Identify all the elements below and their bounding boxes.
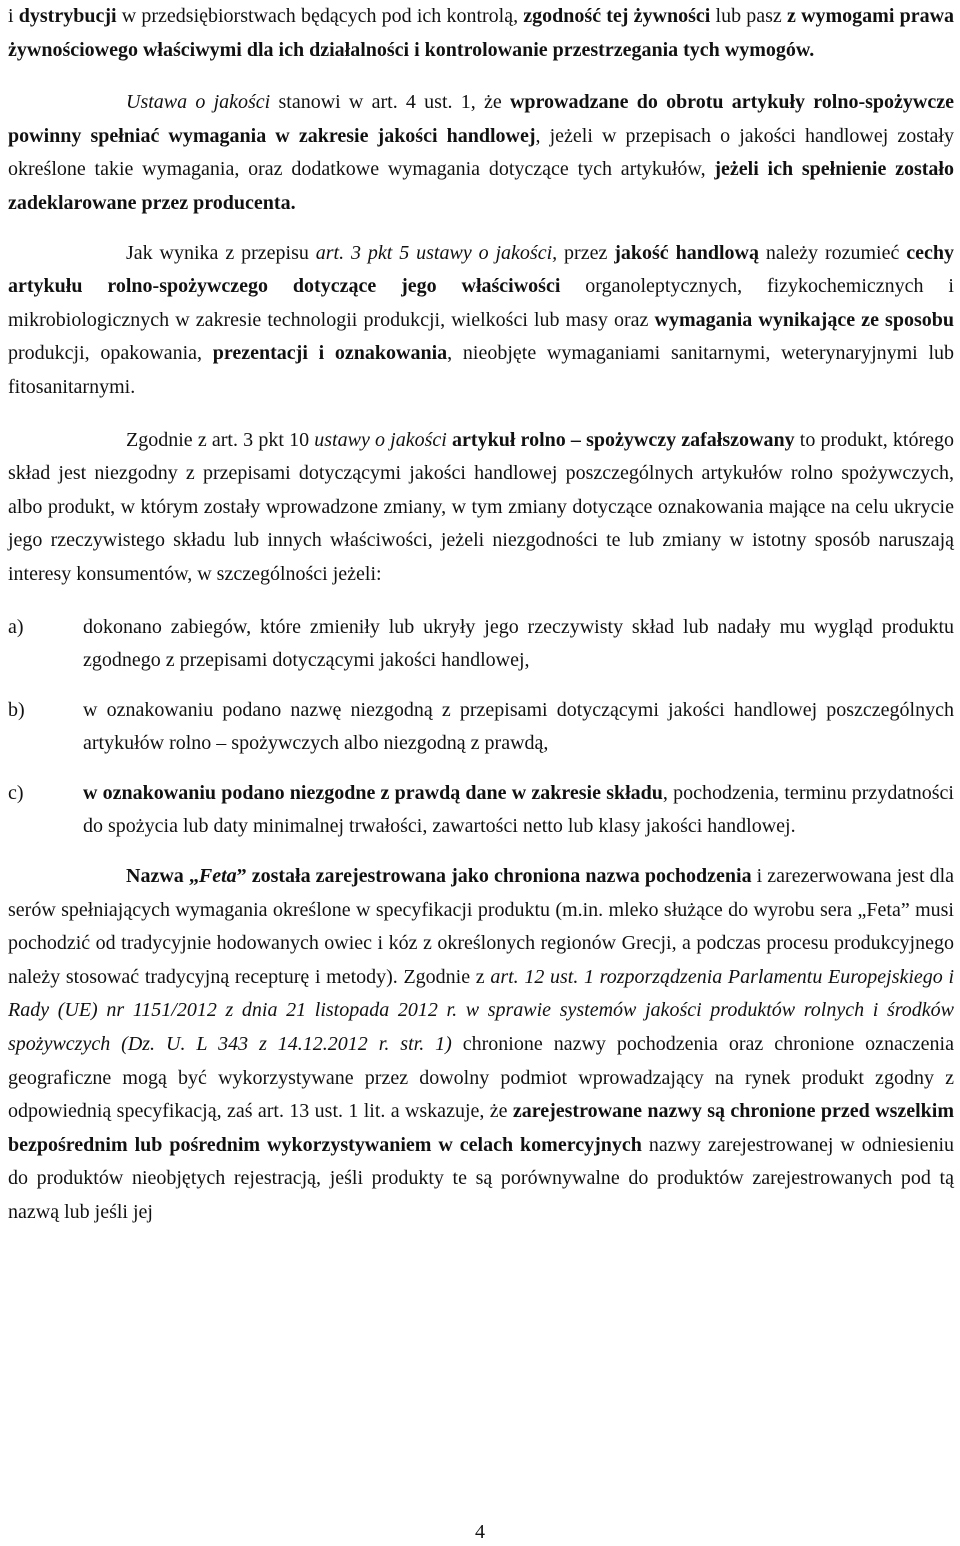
text-run: stanowi w art. 4 ust. 1, że — [270, 91, 510, 114]
bold-text: z wymogami prawa żywnościowego właściwymi dla ich działalności i kontrolowanie przestrzegania tych wymogów. — [8, 5, 955, 61]
text-run: w oznakowaniu podano nazwę niezgodną z przepisami dotyczącymi jakości handlowej poszczególnych artykułów rolno – spożywczych albo niezgodną z prawdą, — [83, 698, 954, 755]
bold-text: prezentacji i oznakowania — [212, 342, 448, 365]
bold-text: wprowadzane do obrotu artykuły rolno-spożywcze powinny spełniać wymagania w zakresie jakości handlowej — [8, 91, 955, 147]
list-item-text — [83, 694, 954, 761]
document-page — [8, 0, 954, 1230]
paragraph-commercial-quality — [8, 237, 954, 405]
list-item-label: a) — [8, 615, 24, 638]
text-run: chronione nazwy pochodzenia oraz chronione oznaczenia geograficzne mogą być wykorzystywane przez dowolny podmiot wprowadzający na rynek produkt zgodny z odpowiednią specyfikacją, zaś art. 13 ust. 1 lit. a wskazuje, że — [8, 1033, 954, 1123]
bold-text: w oznakowaniu podano niezgodne z prawdą dane w zakresie składu — [83, 781, 663, 804]
text-run: Jak wynika z przepisu — [126, 241, 316, 264]
paragraph-distribution — [8, 0, 954, 67]
paragraph-quality-act — [8, 86, 954, 220]
list-item-label: b) — [8, 698, 25, 721]
page-number: 4 — [475, 1521, 485, 1543]
text-run: przez — [557, 241, 615, 264]
text-run: Zgodnie z art. 3 pkt 10 — [126, 428, 315, 451]
italic-text: art. 3 pkt 5 ustawy o jakości, — [315, 241, 558, 264]
bold-text: jakość handlową — [614, 241, 759, 264]
italic-text: ustawy o jakości — [314, 428, 447, 451]
paragraph-adulterated-product — [8, 424, 954, 592]
bold-text: dystrybucji — [18, 5, 117, 27]
bold-text: artykuł rolno – spożywczy zafałszowany — [452, 428, 795, 451]
text-run: i zarezerwowana jest dla serów spełniających wymagania określone w specyfikacji produktu (m.in. mleko służące do wyrobu sera „Feta” musi pochodzić od tradycyjnie hodowanych owiec i kóz z określonych regionów Grecji, a podczas procesu produkcyjnego należy stosować tradycyjną recepturę i metody). Zgodnie z — [8, 865, 955, 988]
bold-text: cechy artykułu rolno-spożywczego dotyczące jego właściwości — [8, 241, 955, 298]
bold-italic-text: Feta — [198, 865, 237, 888]
text-run: dokonano zabiegów, które zmieniły lub ukryły jego rzeczywisty skład lub nadały mu wygląd produktu zgodnego z przepisami dotyczącymi jakości handlowej, — [83, 615, 954, 672]
italic-text: Ustawa o jakości — [126, 91, 271, 114]
list-item — [8, 777, 954, 844]
conditions-list — [8, 611, 954, 845]
list-item-text — [83, 611, 954, 678]
italic-text: art. 12 ust. 1 rozporządzenia Parlamentu Europejskiego i Rady (UE) nr 1151/2012 z dnia 21 listopada 2012 r. w sprawie systemów jakości produktów rolnych i środków spożywczych (Dz. U. L 343 z 14.12.2012 r. str. 1) — [8, 965, 955, 1056]
text-run: i — [8, 5, 19, 27]
list-item-label: c) — [8, 781, 24, 804]
text-run: nazwy zarejestrowanej w odniesieniu do produktów nieobjętych rejestracją, jeśli produkty te są porównywalne do produktów zarejestrowanych pod tą nazwą lub jeśli jej — [8, 1133, 954, 1223]
text-run: , pochodzenia, terminu przydatności do spożycia lub daty minimalnej trwałości, zawartości netto lub klasy jakości handlowej. — [83, 781, 954, 838]
bold-text: wymagania wynikające ze sposobu — [654, 308, 954, 331]
list-item — [8, 611, 954, 678]
text-run: w przedsiębiorstwach będących pod ich kontrolą, — [116, 5, 524, 27]
text-run: należy rozumieć — [758, 241, 907, 264]
bold-text: zarejestrowane nazwy są chronione przed wszelkim bezpośrednim lub pośrednim wykorzystywaniem w celach komercyjnych — [8, 1100, 955, 1156]
bold-text: Nazwa „ — [126, 865, 199, 888]
text-run: , nieobjęte wymaganiami sanitarnymi, weterynaryjnymi lub fitosanitarnymi. — [8, 342, 955, 398]
bold-text: ” została zarejestrowana jako chroniona nazwa pochodzenia — [236, 865, 752, 888]
bold-text: zgodność tej żywności — [523, 5, 711, 27]
list-item-text — [83, 777, 954, 844]
text-run: produkcji, opakowania, — [8, 342, 213, 365]
text-run: , jeżeli w przepisach o jakości handlowej zostały określone takie wymagania, oraz dodatkowe wymagania dotyczące tych artykułów, — [8, 124, 954, 181]
list-item — [8, 694, 954, 761]
text-run: organoleptycznych, fizykochemicznych i mikrobiologicznych w zakresie technologii produkcji, wielkości lub masy oraz — [8, 275, 954, 331]
paragraph-feta — [8, 860, 954, 1230]
text-run: to produkt, którego skład jest niezgodny z przepisami dotyczącymi jakości handlowej poszczególnych artykułów rolno spożywczych, albo produkt, w którym zostały wprowadzone zmiany, w tym zmiany dotyczące oznakowania mające na celu ukrycie jego rzeczywistego składu lub innych właściwości, jeżeli niezgodności te lub zmiany w istotny sposób naruszają interesy konsumentów, w szczególności jeżeli: — [8, 428, 954, 585]
bold-text: jeżeli ich spełnienie zostało zadeklarowane przez producenta. — [8, 158, 954, 214]
text-run: lub pasz — [710, 5, 787, 27]
